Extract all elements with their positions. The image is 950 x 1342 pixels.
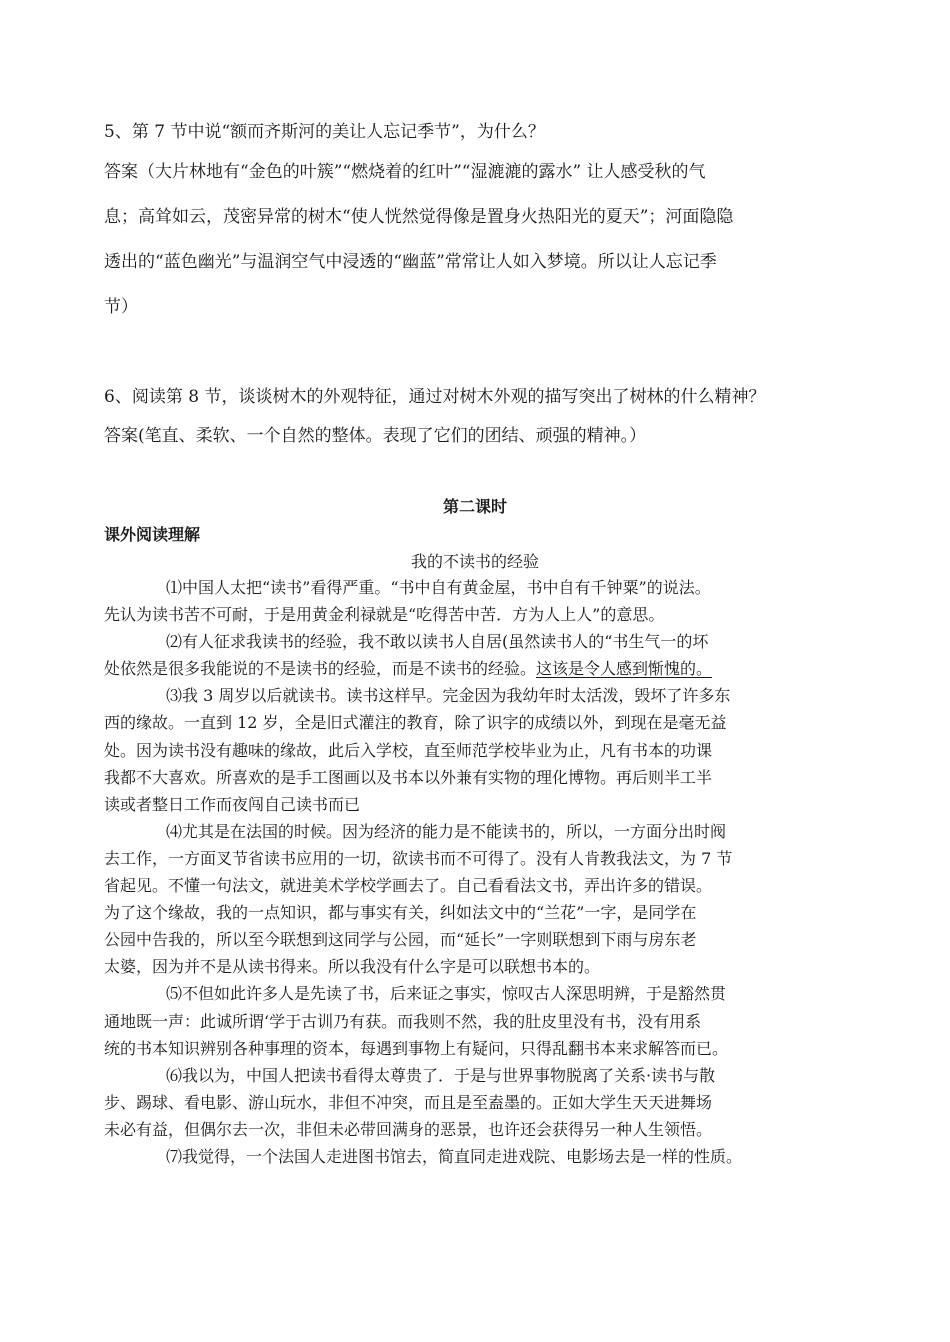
paragraph-line: 处。因为读书没有趣味的缘故，此后入学校，直至师范学校毕业为止，凡有书本的功课 <box>104 740 713 760</box>
paragraph-line: 读或者整日工作而夜闯自己读书而已 <box>104 794 361 814</box>
answer-6 <box>104 424 856 448</box>
answer-5-line: 答案（大片林地有“金色的叶簇”“燃烧着的红叶”“湿漉漉的露水” 让人感受秋的气 <box>104 162 706 182</box>
answer-5-line: 透出的“蓝色幽光”与温润空气中浸透的“幽蓝”常常让人如入梦境。所以让人忘记季 <box>104 252 717 272</box>
paragraph-line: 省起见。不懂一句法文，就进美术学校学画去了。自己看看法文书，弄出许多的错误。 <box>104 876 713 896</box>
paragraph-line: 公园中告我的，所以至今联想到这同学与公园，而“延长”一字则联想到下雨与房东老 <box>104 930 697 950</box>
paragraph-line: 去工作，一方面叉节省读书应用的一切，欲读书而不可得了。没有人肯教我法文，为 7 节 <box>104 848 733 868</box>
question-5: 5、第 7 节中说“额而齐斯河的美让人忘记季节”，为什么？ <box>104 122 545 142</box>
article-title: 我的不读书的经验 <box>410 552 539 571</box>
article-body <box>104 574 864 1170</box>
paragraph-line: ⑷尤其是在法国的时候。因为经济的能力是不能读书的，所以，一方面分出时阀 <box>166 821 727 841</box>
section-title: 课外阅读理解 <box>104 525 201 544</box>
paragraph-line: 为了这个缘故，我的一点知识，都与事实有关，纠如法文中的“兰花”一字，是同学在 <box>104 903 697 923</box>
paragraph-line: 西的缘故。一直到 12 岁，全是旧式灌注的教育，除了识字的成绩以外，到现在是毫无益 <box>104 713 727 733</box>
question-6: 6、阅读第 8 节，谈谈树木的外观特征，通过对树木外观的描写突出了树林的什么精神？ <box>104 387 766 407</box>
paragraph-line: ⑺我觉得，一个法国人走进图书馆去，简直同走进戏院、电影场去是一样的性质。 <box>166 1146 743 1166</box>
paragraph-line: 步、踢球、看电影、游山玩水，非但不冲突，而且是至盍墨的。正如大学生天天进舞场 <box>104 1092 713 1112</box>
answer-5 <box>104 150 856 330</box>
paragraph-line: ⑶我 3 周岁以后就读书。读书这样早。完金因为我幼年时太活泼，毁坏了许多东 <box>166 686 731 706</box>
answer-6-line: 答案(笔直、柔软、一个自然的整体。表现了它们的团结、顽强的精神。） <box>104 426 647 446</box>
lesson-title: 第二课时 <box>442 497 507 516</box>
paragraph-line: 通地既一声：此诚所谓‘学于古训乃有获。而我则不然，我的肚皮里没有书，没有用系 <box>104 1011 702 1031</box>
paragraph-line: 太婆，因为并不是从读书得来。所以我没有什么字是可以联想书本的。 <box>104 957 601 977</box>
paragraph-line: ⑵有人征求我读书的经验，我不敢以读书人自居(虽然读书人的“书生气一的坏 <box>166 632 709 652</box>
answer-5-line: 息；高耸如云，茂密异常的树木“使人恍然觉得像是置身火热阳光的夏天”；河面隐隐 <box>104 207 734 227</box>
paragraph-text: 处依然是很多我能说的不是读书的经验，而是不读书的经验。 <box>104 659 537 679</box>
paragraph-line: 先认为读书苦不可耐，于是用黄金利禄就是“吃得苦中苦．方为人上人”的意思。 <box>104 605 665 625</box>
paragraph-line: ⑸不但如此许多人是先读了书，后来证之事实，惊叹古人深思明辨，于是豁然贯 <box>166 984 727 1004</box>
paragraph-line: 未必有益，但偶尔去一次，非但未必带回满身的恶景，也许还会获得另一种人生领悟。 <box>104 1119 713 1139</box>
answer-5-line: 节） <box>104 297 138 317</box>
paragraph-line <box>104 655 864 682</box>
underlined-sentence: 这该是令人感到惭愧的。 <box>536 659 713 679</box>
paragraph-line: ⑹我以为，中国人把读书看得太尊贵了．于是与世界事物脱离了关系·读书与散 <box>166 1065 716 1085</box>
paragraph-line: ⑴中国人太把“读书”看得严重。“书中自有黄金屋，书中自有千钟粟”的说法。 <box>166 578 711 597</box>
paragraph-line: 我都不大喜欢。所喜欢的是手工图画以及书本以外兼有实物的理化博物。再后则半工半 <box>104 767 713 787</box>
paragraph-line: 统的书本知识辨别各种事理的资本，每遇到事物上有疑问，只得乱翻书本来求解答而已。 <box>104 1038 729 1058</box>
